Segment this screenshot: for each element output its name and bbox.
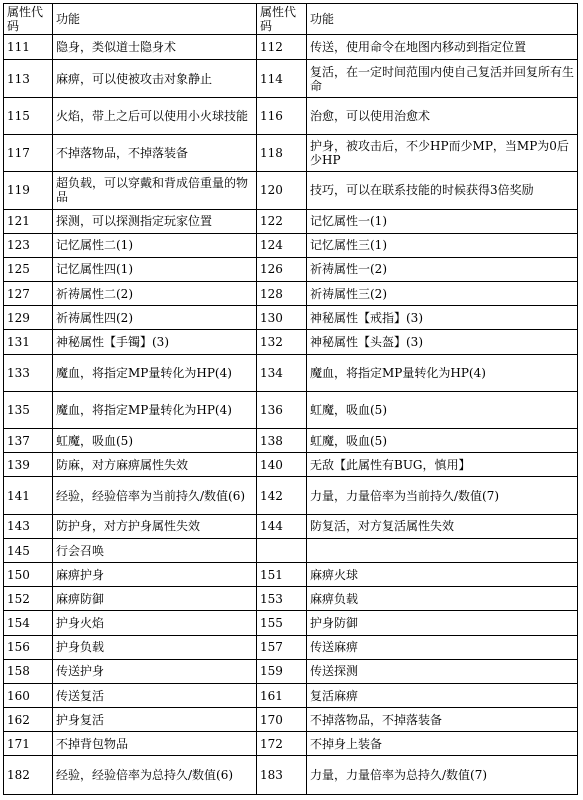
function-cell-right: 神秘属性【头盔】(3) bbox=[307, 330, 578, 354]
table-row bbox=[4, 563, 578, 587]
function-cell-right: 不掉身上装备 bbox=[307, 732, 578, 756]
code-cell-left: 117 bbox=[4, 134, 53, 171]
code-cell-right: 128 bbox=[257, 282, 307, 306]
function-cell-left: 不掉背包物品 bbox=[53, 732, 257, 756]
function-cell-right: 祈祷属性一(2) bbox=[307, 257, 578, 281]
table-row bbox=[4, 538, 578, 562]
table-row bbox=[4, 282, 578, 306]
function-cell-left: 隐身，类似道士隐身术 bbox=[53, 35, 257, 60]
function-cell-left: 祈祷属性四(2) bbox=[53, 306, 257, 330]
table-row bbox=[4, 708, 578, 732]
code-cell-right: 142 bbox=[257, 477, 307, 514]
code-cell-right: 157 bbox=[257, 635, 307, 659]
code-cell-left: 129 bbox=[4, 306, 53, 330]
code-cell-right: 116 bbox=[257, 97, 307, 134]
table-row bbox=[4, 611, 578, 635]
table-row bbox=[4, 732, 578, 756]
header-code-right: 属性代码 bbox=[257, 4, 307, 35]
code-cell-left: 171 bbox=[4, 732, 53, 756]
code-cell-right: 159 bbox=[257, 659, 307, 683]
function-cell-left: 魔血，将指定MP量转化为HP(4) bbox=[53, 354, 257, 391]
code-cell-right: 153 bbox=[257, 587, 307, 611]
code-cell-left: 158 bbox=[4, 659, 53, 683]
table-row bbox=[4, 635, 578, 659]
function-cell-right: 复活麻痹 bbox=[307, 683, 578, 707]
function-cell-right: 虹魔，吸血(5) bbox=[307, 429, 578, 453]
function-cell-right: 护身防御 bbox=[307, 611, 578, 635]
header-row bbox=[4, 4, 578, 35]
table-row bbox=[4, 429, 578, 453]
code-cell-left: 115 bbox=[4, 97, 53, 134]
code-cell-left: 141 bbox=[4, 477, 53, 514]
code-cell-left: 152 bbox=[4, 587, 53, 611]
code-cell-right: 138 bbox=[257, 429, 307, 453]
function-cell-left: 麻痹防御 bbox=[53, 587, 257, 611]
code-cell-left: 119 bbox=[4, 172, 53, 209]
function-cell-right bbox=[307, 538, 578, 562]
function-cell-right: 治愈，可以使用治愈术 bbox=[307, 97, 578, 134]
code-cell-left: 131 bbox=[4, 330, 53, 354]
function-cell-right: 魔血，将指定MP量转化为HP(4) bbox=[307, 354, 578, 391]
table-row bbox=[4, 453, 578, 477]
code-cell-right: 132 bbox=[257, 330, 307, 354]
code-cell-right: 136 bbox=[257, 391, 307, 428]
function-cell-left: 经验，经验倍率为当前持久/数值(6) bbox=[53, 477, 257, 514]
code-cell-right: 170 bbox=[257, 708, 307, 732]
code-cell-left: 156 bbox=[4, 635, 53, 659]
code-cell-right: 183 bbox=[257, 756, 307, 795]
table-row bbox=[4, 209, 578, 233]
function-cell-left: 不掉落物品，不掉落装备 bbox=[53, 134, 257, 171]
code-cell-left: 125 bbox=[4, 257, 53, 281]
function-cell-right: 技巧，可以在联系技能的时候获得3倍奖励 bbox=[307, 172, 578, 209]
function-cell-left: 魔血，将指定MP量转化为HP(4) bbox=[53, 391, 257, 428]
function-cell-right: 力量，力量倍率为当前持久/数值(7) bbox=[307, 477, 578, 514]
table-row bbox=[4, 330, 578, 354]
function-cell-left: 护身负载 bbox=[53, 635, 257, 659]
table-row bbox=[4, 514, 578, 538]
code-cell-left: 150 bbox=[4, 563, 53, 587]
table-row bbox=[4, 354, 578, 391]
table-body bbox=[4, 4, 578, 795]
function-cell-left: 火焰，带上之后可以使用小火球技能 bbox=[53, 97, 257, 134]
function-cell-left: 经验，经验倍率为总持久/数值(6) bbox=[53, 756, 257, 795]
code-cell-left: 145 bbox=[4, 538, 53, 562]
code-cell-left: 162 bbox=[4, 708, 53, 732]
table-row bbox=[4, 683, 578, 707]
function-cell-left: 护身火焰 bbox=[53, 611, 257, 635]
function-cell-right: 麻痹负载 bbox=[307, 587, 578, 611]
code-cell-right: 120 bbox=[257, 172, 307, 209]
header-function-right: 功能 bbox=[307, 4, 578, 35]
function-cell-right: 防复活，对方复活属性失效 bbox=[307, 514, 578, 538]
function-cell-left: 超负载，可以穿戴和背成倍重量的物品 bbox=[53, 172, 257, 209]
function-cell-left: 神秘属性【手镯】(3) bbox=[53, 330, 257, 354]
function-cell-left: 记忆属性二(1) bbox=[53, 233, 257, 257]
function-cell-right: 复活，在一定时间范围内使自己复活并回复所有生命 bbox=[307, 60, 578, 97]
attribute-code-table bbox=[3, 3, 578, 795]
function-cell-right: 麻痹火球 bbox=[307, 563, 578, 587]
table-row bbox=[4, 587, 578, 611]
function-cell-right: 传送，使用命令在地图内移动到指定位置 bbox=[307, 35, 578, 60]
function-cell-left: 防护身，对方护身属性失效 bbox=[53, 514, 257, 538]
code-cell-left: 121 bbox=[4, 209, 53, 233]
function-cell-right: 传送探测 bbox=[307, 659, 578, 683]
table-row bbox=[4, 306, 578, 330]
code-cell-left: 123 bbox=[4, 233, 53, 257]
code-cell-right: 130 bbox=[257, 306, 307, 330]
code-cell-left: 127 bbox=[4, 282, 53, 306]
function-cell-right: 记忆属性一(1) bbox=[307, 209, 578, 233]
code-cell-left: 137 bbox=[4, 429, 53, 453]
code-cell-right: 126 bbox=[257, 257, 307, 281]
code-cell-right bbox=[257, 538, 307, 562]
function-cell-right: 神秘属性【戒指】(3) bbox=[307, 306, 578, 330]
function-cell-left: 虹魔，吸血(5) bbox=[53, 429, 257, 453]
header-function-left: 功能 bbox=[53, 4, 257, 35]
code-cell-right: 112 bbox=[257, 35, 307, 60]
function-cell-right: 祈祷属性三(2) bbox=[307, 282, 578, 306]
code-cell-left: 143 bbox=[4, 514, 53, 538]
function-cell-right: 虹魔，吸血(5) bbox=[307, 391, 578, 428]
table-row bbox=[4, 134, 578, 171]
function-cell-left: 防麻，对方麻痹属性失效 bbox=[53, 453, 257, 477]
code-cell-right: 161 bbox=[257, 683, 307, 707]
function-cell-left: 传送护身 bbox=[53, 659, 257, 683]
table-row bbox=[4, 60, 578, 97]
code-cell-right: 155 bbox=[257, 611, 307, 635]
code-cell-left: 154 bbox=[4, 611, 53, 635]
function-cell-right: 传送麻痹 bbox=[307, 635, 578, 659]
function-cell-right: 不掉落物品，不掉落装备 bbox=[307, 708, 578, 732]
table-row bbox=[4, 172, 578, 209]
code-cell-right: 114 bbox=[257, 60, 307, 97]
code-cell-right: 140 bbox=[257, 453, 307, 477]
table-row bbox=[4, 233, 578, 257]
function-cell-left: 行会召唤 bbox=[53, 538, 257, 562]
function-cell-right: 护身，被攻击后，不少HP而少MP，当MP为0后少HP bbox=[307, 134, 578, 171]
function-cell-left: 护身复活 bbox=[53, 708, 257, 732]
function-cell-right: 无敌【此属性有BUG，慎用】 bbox=[307, 453, 578, 477]
function-cell-right: 力量，力量倍率为总持久/数值(7) bbox=[307, 756, 578, 795]
function-cell-left: 祈祷属性二(2) bbox=[53, 282, 257, 306]
code-cell-left: 113 bbox=[4, 60, 53, 97]
code-cell-left: 135 bbox=[4, 391, 53, 428]
code-cell-right: 134 bbox=[257, 354, 307, 391]
code-cell-right: 151 bbox=[257, 563, 307, 587]
function-cell-right: 记忆属性三(1) bbox=[307, 233, 578, 257]
function-cell-left: 麻痹，可以使被攻击对象静止 bbox=[53, 60, 257, 97]
table-row bbox=[4, 257, 578, 281]
table-row bbox=[4, 756, 578, 795]
code-cell-left: 160 bbox=[4, 683, 53, 707]
header-code-left: 属性代码 bbox=[4, 4, 53, 35]
code-cell-left: 133 bbox=[4, 354, 53, 391]
code-cell-right: 172 bbox=[257, 732, 307, 756]
table-row bbox=[4, 659, 578, 683]
code-cell-left: 182 bbox=[4, 756, 53, 795]
function-cell-left: 传送复活 bbox=[53, 683, 257, 707]
table-row bbox=[4, 477, 578, 514]
function-cell-left: 记忆属性四(1) bbox=[53, 257, 257, 281]
table-row bbox=[4, 391, 578, 428]
code-cell-right: 124 bbox=[257, 233, 307, 257]
function-cell-left: 探测，可以探测指定玩家位置 bbox=[53, 209, 257, 233]
code-cell-right: 122 bbox=[257, 209, 307, 233]
code-cell-left: 111 bbox=[4, 35, 53, 60]
table-row bbox=[4, 35, 578, 60]
code-cell-right: 144 bbox=[257, 514, 307, 538]
code-cell-left: 139 bbox=[4, 453, 53, 477]
code-cell-right: 118 bbox=[257, 134, 307, 171]
table-row bbox=[4, 97, 578, 134]
function-cell-left: 麻痹护身 bbox=[53, 563, 257, 587]
